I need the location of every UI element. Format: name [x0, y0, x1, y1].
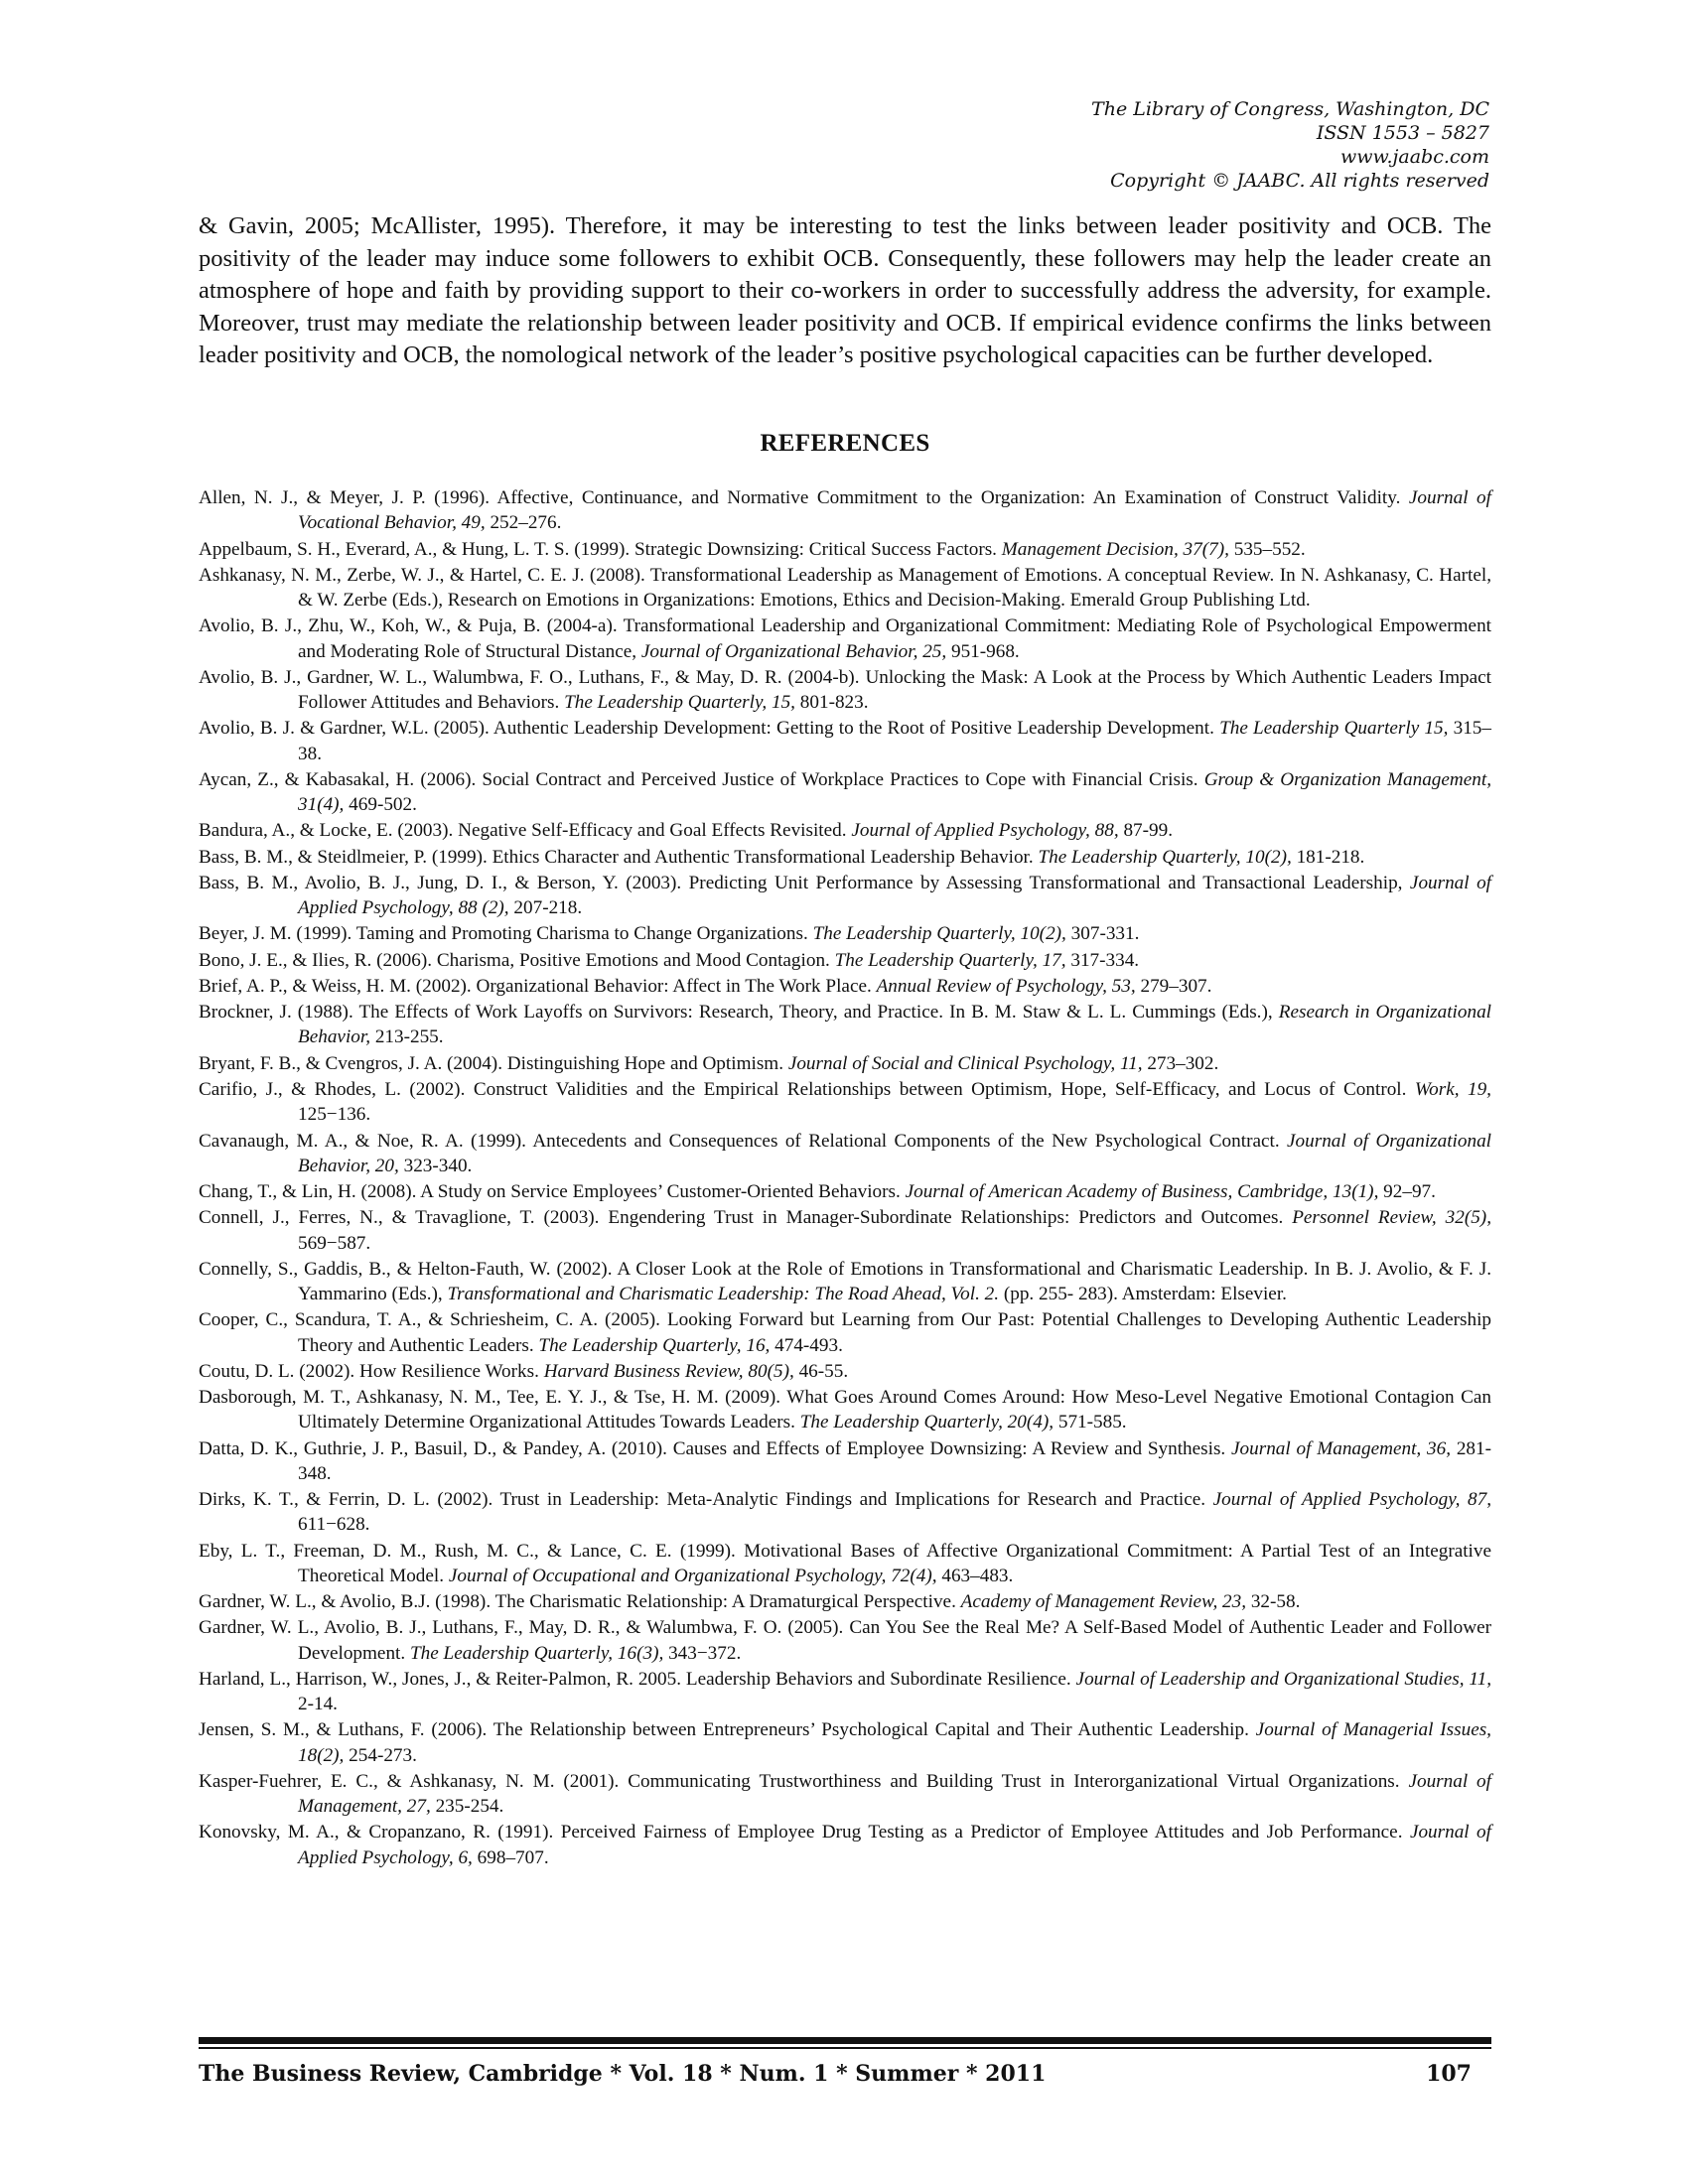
reference-text: Gardner, W. L., Avolio, B. J., Luthans, F., May, D. R., & Walumbwa, F. O. (2005). Can You See the Real Me? A Self-Based Model of Authentic Leader and Follower Development.: [199, 1617, 1491, 1664]
reference-entry: [199, 1436, 1491, 1486]
reference-pages: 469-502.: [344, 794, 417, 815]
reference-text: Bass, B. M., Avolio, B. J., Jung, D. I., & Berson, Y. (2003). Predicting Unit Performance by Assessing Transformational and Transactional Leadership,: [199, 872, 1410, 893]
reference-entry: [199, 1539, 1491, 1588]
reference-pages: 87-99.: [1118, 820, 1173, 842]
reference-text: Avolio, B. J., Zhu, W., Koh, W., & Puja, B. (2004-a). Transformational Leadership and Organizational Commitment: Mediating Role of Psychological Empowerment and Moderating Role of Structural Distance,: [199, 615, 1491, 662]
reference-entry: [199, 1129, 1491, 1178]
reference-text: Kasper-Fuehrer, E. C., & Ashkanasy, N. M. (2001). Communicating Trustworthiness and Building Trust in Interorganizational Virtual Organizations.: [199, 1770, 1409, 1792]
running-header: [1091, 97, 1489, 193]
footer-rule: [199, 2037, 1491, 2044]
reference-entry: [199, 1385, 1491, 1434]
reference-journal: Journal of Organizational Behavior, 20,: [298, 1130, 1492, 1176]
reference-text: Bono, J. E., & Ilies, R. (2006). Charisma, Positive Emotions and Mood Contagion.: [199, 949, 835, 971]
reference-journal: Research in Organizational Behavior,: [298, 1002, 1492, 1048]
reference-entry: [199, 948, 1491, 973]
reference-text: Bass, B. M., & Steidlmeier, P. (1999). Ethics Character and Authentic Transformational Leadership Behavior.: [199, 846, 1039, 868]
reference-pages: 951-968.: [946, 640, 1020, 662]
reference-pages: 463–483.: [936, 1565, 1014, 1586]
reference-journal: Journal of Occupational and Organizational Psychology, 72(4),: [448, 1565, 937, 1586]
reference-text: Cavanaugh, M. A., & Noe, R. A. (1999). Antecedents and Consequences of Relational Components of the New Psychological Contract.: [199, 1130, 1288, 1152]
reference-journal: Journal of Applied Psychology, 6,: [298, 1822, 1491, 1868]
reference-text: Avolio, B. J., Gardner, W. L., Walumbwa, F. O., Luthans, F., & May, D. R. (2004-b). Unlocking the Mask: A Look at the Process by Which Authentic Leaders Impact Follower Attitudes and Behaviors.: [199, 666, 1491, 713]
reference-pages: 315–38.: [298, 718, 1491, 764]
reference-entry: [199, 974, 1491, 999]
reference-pages: 307-331.: [1065, 923, 1140, 945]
reference-text: Connell, J., Ferres, N., & Travaglione, T. (2003). Engendering Trust in Manager-Subordinate Relationships: Predictors and Outcomes.: [199, 1207, 1293, 1229]
reference-text: Chang, T., & Lin, H. (2008). A Study on Service Employees’ Customer-Oriented Behaviors.: [199, 1181, 906, 1203]
reference-entry: [199, 1820, 1491, 1869]
reference-pages: (pp. 255- 283). Amsterdam: Elsevier.: [999, 1284, 1287, 1305]
reference-text: Harland, L., Harrison, W., Jones, J., & Reiter-Palmon, R. 2005. Leadership Behaviors and Subordinate Resilience.: [199, 1668, 1076, 1690]
reference-text: Avolio, B. J. & Gardner, W.L. (2005). Authentic Leadership Development: Getting to the Root of Positive Leadership Development.: [199, 718, 1220, 740]
reference-pages: 474-493.: [770, 1334, 843, 1356]
reference-entry: [199, 1205, 1491, 1255]
reference-journal: Academy of Management Review, 23,: [960, 1591, 1247, 1613]
reference-pages: 92–97.: [1378, 1181, 1436, 1203]
reference-pages: 801-823.: [794, 692, 869, 713]
reference-text: Coutu, D. L. (2002). How Resilience Works.: [199, 1360, 544, 1382]
reference-pages: 273–302.: [1142, 1052, 1219, 1074]
reference-entry: [199, 485, 1491, 535]
reference-text: Aycan, Z., & Kabasakal, H. (2006). Social Contract and Perceived Justice of Workplace Practices to Cope with Financial Crisis.: [199, 768, 1204, 790]
reference-journal: The Leadership Quarterly, 17,: [834, 949, 1066, 971]
reference-pages: 254-273.: [344, 1744, 417, 1766]
reference-journal: Journal of Social and Clinical Psychology, 11,: [787, 1052, 1143, 1074]
reference-pages: 213-255.: [370, 1026, 444, 1048]
reference-entry: [199, 563, 1491, 613]
reference-text: Appelbaum, S. H., Everard, A., & Hung, L. T. S. (1999). Strategic Downsizing: Critical Success Factors.: [199, 538, 1002, 560]
intro-paragraph: & Gavin, 2005; McAllister, 1995). Therefore, it may be interesting to test the links between leader positivity and OCB. The positivity of the leader may induce some followers to exhibit OCB. Consequently, these followers may help the leader create an atmosphere of hope and faith by providing support to their co-workers in order to successfully address the adversity, for example. Moreover, trust may mediate the relationship between leader positivity and OCB. If empirical evidence confirms the links between leader positivity and OCB, the nomological network of the leader’s positive psychological capacities can be further developed.: [199, 212, 1491, 368]
header-issn: ISSN 1553 – 5827: [1316, 122, 1489, 144]
reference-entry: [199, 1667, 1491, 1716]
reference-pages: 46-55.: [793, 1360, 849, 1382]
reference-journal: The Leadership Quarterly, 16,: [538, 1334, 771, 1356]
reference-journal: The Leadership Quarterly 15,: [1219, 718, 1449, 740]
reference-text: Allen, N. J., & Meyer, J. P. (1996). Affective, Continuance, and Normative Commitment to the Organization: An Examination of Construct Validity.: [199, 487, 1409, 508]
reference-text: Datta, D. K., Guthrie, J. P., Basuil, D., & Pandey, A. (2010). Causes and Effects of Employee Downsizing: A Review and Synthesis.: [199, 1437, 1232, 1459]
reference-text: Beyer, J. M. (1999). Taming and Promoting Charisma to Change Organizations.: [199, 923, 813, 945]
reference-journal: Transformational and Charismatic Leadership: The Road Ahead, Vol. 2.: [447, 1284, 1000, 1305]
reference-entry: [199, 614, 1491, 663]
reference-text: Brockner, J. (1988). The Effects of Work Layoffs on Survivors: Research, Theory, and Practice. In B. M. Staw & L. L. Cummings (Eds.),: [199, 1002, 1279, 1024]
reference-entry: [199, 716, 1491, 765]
reference-journal: Work, 19,: [1414, 1079, 1491, 1101]
reference-text: Dasborough, M. T., Ashkanasy, N. M., Tee, E. Y. J., & Tse, H. M. (2009). What Goes Around Comes Around: How Meso-Level Negative Emotional Contagion Can Ultimately Determine Organizational Attitudes Towards Leaders.: [199, 1387, 1491, 1433]
reference-pages: 611−628.: [298, 1514, 370, 1536]
reference-text: Jensen, S. M., & Luthans, F. (2006). The Relationship between Entrepreneurs’ Psychological Capital and Their Authentic Leadership.: [199, 1719, 1256, 1741]
reference-text: Brief, A. P., & Weiss, H. M. (2002). Organizational Behavior: Affect in The Work Place.: [199, 975, 877, 997]
reference-pages: 125−136.: [298, 1104, 371, 1126]
reference-journal: Group & Organization Management, 31(4),: [298, 768, 1492, 815]
reference-entry: [199, 1000, 1491, 1049]
reference-journal: Personnel Review, 32(5),: [1292, 1207, 1491, 1229]
reference-entry: [199, 818, 1491, 843]
reference-entry: [199, 1257, 1491, 1306]
reference-entry: [199, 1615, 1491, 1665]
reference-journal: Harvard Business Review, 80(5),: [543, 1360, 794, 1382]
reference-text: Eby, L. T., Freeman, D. M., Rush, M. C., & Lance, C. E. (1999). Motivational Bases of Affective Organizational Commitment: A Partial Test of an Integrative Theoretical Model.: [199, 1540, 1491, 1586]
references-heading: REFERENCES: [760, 430, 930, 457]
reference-pages: 323-340.: [398, 1155, 473, 1176]
reference-pages: 317-334.: [1065, 949, 1140, 971]
reference-journal: Management Decision, 37(7),: [1001, 538, 1229, 560]
reference-text: Konovsky, M. A., & Cropanzano, R. (1991). Perceived Fairness of Employee Drug Testing as a Predictor of Employee Attitudes and Job Performance.: [199, 1822, 1410, 1843]
reference-journal: The Leadership Quarterly, 10(2),: [1038, 846, 1292, 868]
reference-journal: The Leadership Quarterly, 16(3),: [409, 1642, 664, 1664]
reference-pages: 2-14.: [298, 1694, 338, 1715]
reference-text: Carifio, J., & Rhodes, L. (2002). Construct Validities and the Empirical Relationships between Optimism, Hope, Self-Efficacy, and Locus of Control.: [199, 1079, 1415, 1101]
reference-entry: [199, 921, 1491, 946]
reference-text: Connelly, S., Gaddis, B., & Helton-Fauth, W. (2002). A Closer Look at the Role of Emotions in Transformational and Charismatic Leadership. In B. J. Avolio, & F. J. Yammarino (Eds.),: [199, 1258, 1491, 1305]
reference-entry: [199, 1769, 1491, 1819]
references-list: [199, 485, 1491, 1871]
reference-entry: [199, 845, 1491, 870]
reference-journal: Journal of Applied Psychology, 88 (2),: [298, 872, 1491, 919]
reference-entry: [199, 665, 1491, 715]
reference-journal: Annual Review of Psychology, 53,: [876, 975, 1136, 997]
footer-journal-line: The Business Review, Cambridge * Vol. 18 * Num. 1 * Summer * 2011: [199, 2061, 1047, 2087]
reference-entry: [199, 1589, 1491, 1614]
reference-pages: 343−372.: [663, 1642, 742, 1664]
reference-journal: Journal of Management, 36,: [1231, 1437, 1452, 1459]
reference-journal: Journal of Managerial Issues, 18(2),: [298, 1719, 1491, 1766]
reference-pages: 281-348.: [298, 1437, 1491, 1484]
reference-entry: [199, 537, 1491, 562]
reference-pages: 181-218.: [1291, 846, 1365, 868]
header-copyright: Copyright © JAABC. All rights reserved: [1110, 170, 1489, 192]
reference-journal: Journal of American Academy of Business, Cambridge, 13(1),: [905, 1181, 1379, 1203]
reference-pages: 235-254.: [430, 1796, 504, 1818]
reference-pages: 207-218.: [508, 897, 583, 919]
reference-text: Dirks, K. T., & Ferrin, D. L. (2002). Trust in Leadership: Meta-Analytic Findings and Implications for Research and Practice.: [199, 1489, 1213, 1511]
reference-journal: Journal of Leadership and Organizational Studies, 11,: [1075, 1668, 1491, 1690]
reference-pages: 569−587.: [298, 1232, 371, 1254]
header-website: www.jaabc.com: [1339, 146, 1489, 168]
page-footer: [199, 2061, 1491, 2087]
reference-text: Ashkanasy, N. M., Zerbe, W. J., & Hartel, C. E. J. (2008). Transformational Leadership as Management of Emotions. A conceptual Review. In N. Ashkanasy, C. Hartel, & W. Zerbe (Eds.), Research on Emotions in Organizations: Emotions, Ethics and Decision-Making. Emerald Group Publishing Ltd.: [199, 564, 1491, 611]
reference-journal: Journal of Organizational Behavior, 25,: [640, 640, 947, 662]
reference-pages: 535–552.: [1228, 538, 1306, 560]
reference-pages: 32-58.: [1246, 1591, 1301, 1613]
reference-journal: Journal of Applied Psychology, 88,: [851, 820, 1119, 842]
reference-entry: [199, 1307, 1491, 1357]
reference-entry: [199, 1717, 1491, 1767]
footer-rule-thin: [199, 2047, 1491, 2049]
reference-journal: Journal of Vocational Behavior, 49,: [298, 487, 1491, 534]
reference-pages: 252–276.: [485, 512, 562, 534]
reference-pages: 279–307.: [1135, 975, 1212, 997]
reference-journal: The Leadership Quarterly, 15,: [564, 692, 795, 713]
reference-text: Bryant, F. B., & Cvengros, J. A. (2004). Distinguishing Hope and Optimism.: [199, 1052, 788, 1074]
reference-entry: [199, 1179, 1491, 1204]
reference-pages: 571-585.: [1054, 1412, 1127, 1433]
reference-entry: [199, 1487, 1491, 1537]
reference-text: Gardner, W. L., & Avolio, B.J. (1998). The Charismatic Relationship: A Dramaturgical Perspective.: [199, 1591, 961, 1613]
reference-entry: [199, 871, 1491, 920]
reference-text: Bandura, A., & Locke, E. (2003). Negative Self-Efficacy and Goal Effects Revisited.: [199, 820, 852, 842]
reference-entry: [199, 1359, 1491, 1384]
reference-entry: [199, 1077, 1491, 1127]
page-number: 107: [1426, 2061, 1472, 2087]
reference-entry: [199, 767, 1491, 817]
reference-journal: Journal of Applied Psychology, 87,: [1212, 1489, 1491, 1511]
reference-journal: The Leadership Quarterly, 20(4),: [799, 1412, 1055, 1433]
reference-pages: 698–707.: [472, 1846, 549, 1868]
reference-text: Cooper, C., Scandura, T. A., & Schriesheim, C. A. (2005). Looking Forward but Learning from Our Past: Potential Challenges to Developing Authentic Leadership Theory and Authentic Leaders.: [199, 1309, 1491, 1356]
reference-journal: The Leadership Quarterly, 10(2),: [812, 923, 1066, 945]
header-library: The Library of Congress, Washington, DC: [1091, 98, 1489, 120]
reference-entry: [199, 1051, 1491, 1076]
reference-journal: Journal of Management, 27,: [298, 1770, 1491, 1818]
